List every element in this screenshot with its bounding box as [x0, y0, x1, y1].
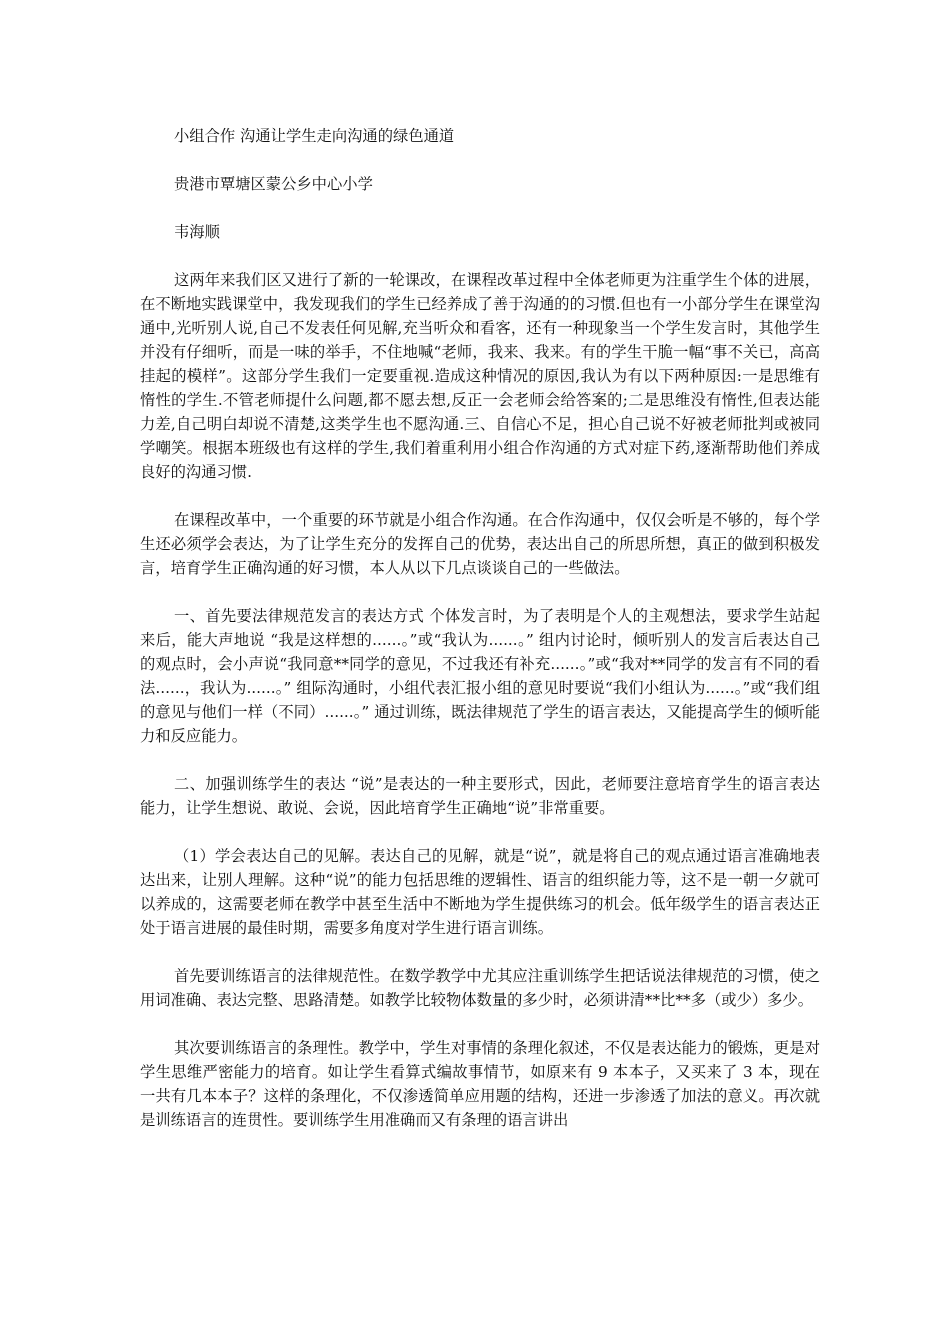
paragraph-section-one: 一、首先要法律规范发言的表达方式 个体发言时，为了表明是个人的主观想法，要求学生站起来后，能大声地说 “我是这样想的......。”或“我认为......。” 组内讨论时，倾听别人的发言后表达自己的观点时，会小声说“我同意**同学的意见，不过我还有补充......。”或“我对**同学的发言有不同的看法......，我认为......。” 组际沟通时，小组代表汇报小组的意见时要说“我们小组认为......。”或“我们组的意见与他们一样（不同）......。” 通过训练，既法律规范了学生的语言表达，又能提高学生的倾听能力和反应能力。	[140, 607, 820, 745]
paragraph-standardization: 首先要训练语言的法律规范性。在数学教学中尤其应注重训练学生把话说法律规范的习惯，使之用词准确、表达完整、思路清楚。如教学比较物体数量的多少时，必须讲清**比**多（或少）多少。	[140, 967, 820, 1009]
document-title: 小组合作 沟通让学生走向沟通的绿色通道	[174, 127, 455, 145]
document-body	[140, 124, 820, 1156]
paragraph-intro: 这两年来我们区又进行了新的一轮课改，在课程改革过程中全体老师更为注重学生个体的进展，在不断地实践课堂中，我发现我们的学生已经养成了善于沟通的的习惯.但也有一小部分学生在课堂沟通中,光听别人说,自己不发表任何见解,充当听众和看客，还有一种现象当一个学生发言时，其他学生并没有仔细听，而是一味的举手，不住地喊“老师，我来、我来。有的学生干脆一幅“事不关已，高高挂起的模样”。这部分学生我们一定要重视.造成这种情况的原因,我认为有以下两种原因:一是思维有惰性的学生.不管老师提什么问题,都不愿去想,反正一会老师会给答案的;二是思维没有惰性,但表达能力差,自己明白却说不清楚,这类学生也不愿沟通.三、自信心不足，担心自己说不好被老师批判或被同学嘲笑。根据本班级也有这样的学生,我们着重利用小组合作沟通的方式对症下药,逐渐帮助他们养成良好的沟通习惯.	[140, 271, 820, 481]
school-name: 贵港市覃塘区蒙公乡中心小学	[174, 175, 373, 193]
paragraph-expression: （1）学会表达自己的见解。表达自己的见解，就是“说”，就是将自己的观点通过语言准确地表达出来，让别人理解。这种“说”的能力包括思维的逻辑性、语言的组织能力等，这不是一朝一夕就可以养成的，这需要老师在教学中甚至生活中不断地为学生提供练习的机会。低年级学生的语言表达正处于语言进展的最佳时期，需要多角度对学生进行语言训练。	[140, 847, 820, 937]
author-name: 韦海顺	[174, 223, 220, 241]
paragraph-organization: 其次要训练语言的条理性。教学中，学生对事情的条理化叙述，不仅是表达能力的锻炼，更是对学生思维严密能力的培育。如让学生看算式编故事情节，如原来有 9 本本子，又买来了 3 本，现在一共有几本本子？这样的条理化，不仅渗透简单应用题的结构，还进一步渗透了加法的意义。再次就是训练语言的连贯性。要训练学生用准确而又有条理的语言讲出	[140, 1039, 820, 1129]
paragraph-curriculum-reform: 在课程改革中，一个重要的环节就是小组合作沟通。在合作沟通中，仅仅会听是不够的，每个学生还必须学会表达，为了让学生充分的发挥自己的优势，表达出自己的所思所想，真正的做到积极发言，培育学生正确沟通的好习惯，本人从以下几点谈谈自己的一些做法。	[140, 511, 820, 577]
paragraph-section-two: 二、加强训练学生的表达 “说”是表达的一种主要形式，因此，老师要注意培育学生的语言表达能力，让学生想说、敢说、会说，因此培育学生正确地“说”非常重要。	[140, 775, 820, 817]
